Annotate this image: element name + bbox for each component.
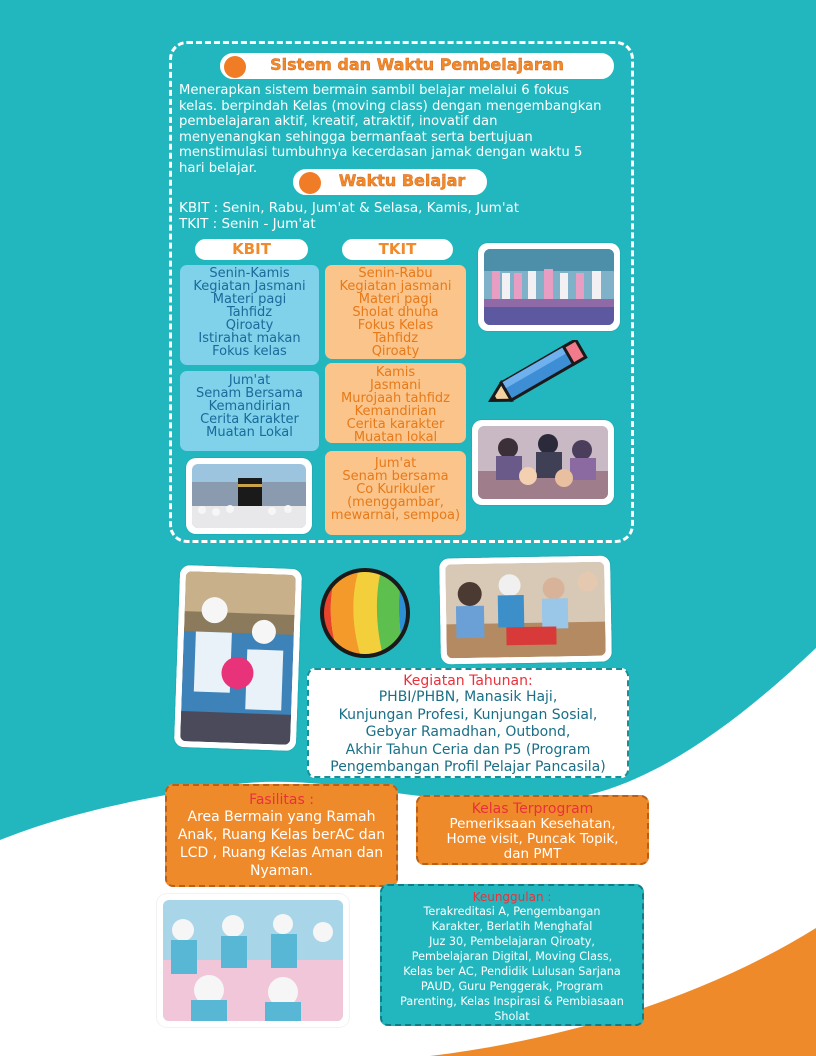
card-line: Terakreditasi A, Pengembangan — [423, 905, 601, 918]
schedule-item: Kemandirian — [208, 399, 291, 414]
schedule-item: (menggambar, — [347, 495, 444, 510]
card-line: Juz 30, Pembelajaran Qiroaty, — [429, 935, 595, 948]
kbit-box-jumat — [180, 371, 319, 451]
schedule-item: Tahfidz — [226, 305, 273, 320]
card-line: Pemeriksaan Kesehatan, — [449, 816, 616, 832]
schedule-item: Senam Bersama — [196, 386, 303, 401]
card-line: Area Bermain yang Ramah — [187, 809, 376, 825]
photo-prayer-activity — [478, 243, 620, 331]
card-line: Sholat — [494, 1010, 530, 1023]
kbit-header: KBIT — [193, 237, 310, 262]
schedule-item: Qiroaty — [371, 344, 420, 359]
schedule-item: Fokus kelas — [212, 344, 287, 359]
schedule-item: Sholat dhuha — [352, 305, 439, 320]
card-line: Anak, Ruang Kelas berAC dan — [177, 827, 386, 843]
fasilitas-card — [165, 784, 398, 887]
schedule-item: Istirahat makan — [198, 331, 301, 346]
schedule-item: Kegiatan jasmani — [339, 279, 452, 294]
card-line: LCD , Ruang Kelas Aman dan — [179, 845, 384, 861]
section-title: Sistem dan Waktu Pembelajaran — [270, 55, 564, 74]
tkit-box-jumat — [325, 451, 466, 535]
card-line: PHBI/PHBN, Manasik Haji, — [378, 689, 558, 705]
schedule-item: Senam bersama — [342, 469, 449, 484]
card-line: Pembelajaran Digital, Moving Class, — [411, 950, 613, 963]
schedule-item: Muatan lokal — [353, 430, 438, 445]
photo-classroom-play — [439, 556, 612, 665]
photo-outdoor-play — [157, 894, 349, 1027]
schedule-item: Jum'at — [374, 456, 417, 471]
kbit-box-senin-kamis — [180, 265, 319, 365]
schedule-item: Senin-Rabu — [358, 266, 433, 281]
card-title: Keunggulan : — [472, 890, 552, 904]
card-line: Kunjungan Profesi, Kunjungan Sosial, — [338, 706, 598, 723]
schedule-item: Fokus Kelas — [357, 318, 434, 333]
schedule-item: Jasmani — [369, 378, 422, 393]
intro-line: kelas. berpindah Kelas (moving class) dengan mengembangkan — [179, 98, 602, 114]
tkit-header: TKIT — [340, 237, 455, 262]
card-line: Nyaman. — [250, 863, 313, 879]
waktu-line: KBIT : Senin, Rabu, Jum'at & Selasa, Kamis, Jum'at — [179, 200, 520, 216]
card-line: PAUD, Guru Penggerak, Program — [420, 980, 604, 993]
schedule-item: Materi pagi — [358, 292, 433, 307]
card-line: Akhir Tahun Ceria dan P5 (Program — [345, 741, 591, 758]
card-line: Pengembangan Profil Pelajar Pancasila) — [330, 759, 606, 775]
photo-balloon-kids — [174, 565, 302, 751]
schedule-item: Cerita Karakter — [200, 412, 299, 427]
card-line: Gebyar Ramadhan, Outbond, — [365, 724, 571, 740]
schedule-item: Kamis — [375, 365, 416, 380]
card-line: Karakter, Berlatih Menghafal — [431, 920, 593, 933]
section-title-pill — [218, 51, 616, 81]
schedule-item: Senin-Kamis — [209, 266, 290, 281]
schedule-item: Materi pagi — [212, 292, 287, 307]
intro-line: Menerapkan sistem bermain sambil belajar melalui 6 fokus — [179, 83, 570, 98]
card-title: Kegiatan Tahunan: — [403, 673, 533, 689]
tkit-box-kamis — [325, 363, 466, 443]
schedule-item: Kemandirian — [354, 404, 437, 419]
pencil-icon — [481, 340, 599, 404]
intro-line: hari belajar. — [179, 160, 258, 176]
waktu-text — [179, 201, 619, 232]
card-line: Kelas ber AC, Pendidik Lulusan Sarjana — [403, 965, 621, 978]
beach-ball-icon — [318, 566, 412, 660]
intro-line: menstimulasi tumbuhnya kecerdasan jamak dengan waktu 5 — [179, 145, 583, 160]
kegiatan-tahunan-card — [307, 668, 629, 778]
photo-manasik-haji — [186, 458, 312, 534]
waktu-title-pill — [291, 167, 489, 197]
card-line: Home visit, Puncak Topik, — [446, 831, 619, 847]
card-title: Kelas Terprogram — [471, 801, 594, 817]
intro-paragraph — [179, 83, 619, 176]
schedule-item: Qiroaty — [225, 318, 274, 333]
tkit-box-senin-rabu — [325, 265, 466, 359]
schedule-item: Kegiatan Jasmani — [193, 279, 306, 294]
schedule-item: Co Kurikuler — [356, 482, 435, 497]
intro-line: menyenangkan sehingga bermanfaat serta bertujuan — [179, 129, 533, 145]
waktu-title: Waktu Belajar — [338, 171, 466, 190]
kelas-terprogram-card — [416, 795, 649, 865]
schedule-item: mewarnai, sempoa) — [330, 508, 461, 523]
photo-group-activity — [472, 420, 614, 505]
card-line: dan PMT — [503, 846, 562, 862]
keunggulan-card — [380, 884, 644, 1026]
card-line: Parenting, Kelas Inspirasi & Pembiasaan — [400, 995, 624, 1008]
schedule-item: Cerita karakter — [346, 417, 445, 432]
card-title: Fasilitas : — [249, 792, 314, 808]
schedule-item: Jum'at — [228, 373, 271, 388]
schedule-item: Tahfidz — [372, 331, 419, 346]
waktu-line: TKIT : Senin - Jum'at — [179, 215, 316, 232]
schedule-item: Murojaah tahfidz — [341, 391, 450, 406]
schedule-item: Muatan Lokal — [206, 425, 293, 440]
intro-line: pembelajaran aktif, kreatif, atraktif, inovatif dan — [179, 114, 498, 129]
